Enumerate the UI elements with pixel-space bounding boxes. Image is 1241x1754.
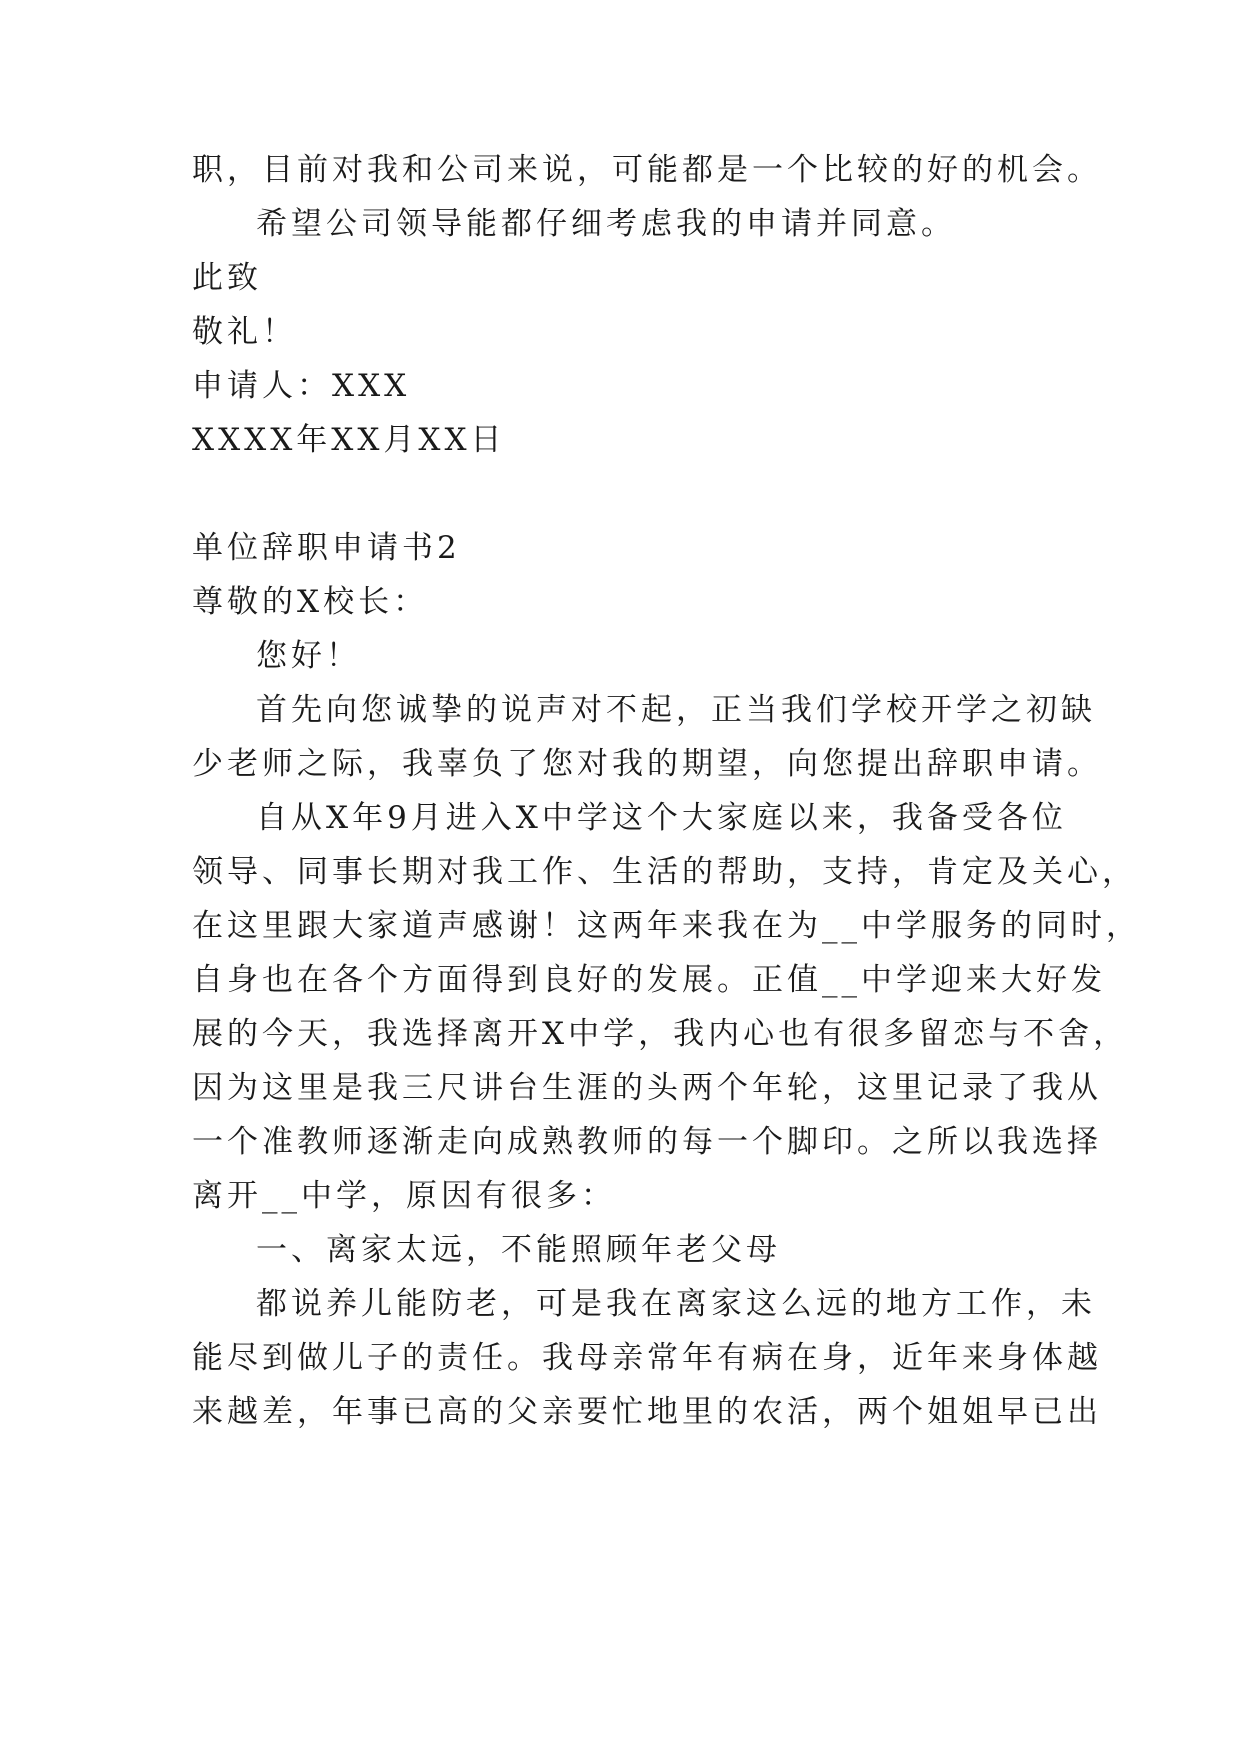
text-line: 希望公司领导能都仔细考虑我的申请并同意。 [256, 206, 956, 242]
applicant-signature: 申请人：XXX [192, 368, 411, 404]
text-line: 首先向您诚挚的说声对不起，正当我们学校开学之初缺 [256, 692, 1096, 728]
section-title: 单位辞职申请书2 [192, 530, 461, 566]
text-line: 在这里跟大家道声感谢！这两年来我在为__中学服务的同时， [192, 908, 1141, 944]
text-line: 您好！ [256, 638, 361, 674]
date-line: XXXX年XX月XX日 [192, 422, 506, 458]
text-line: 自从X年9月进入X中学这个大家庭以来，我备受各位 [256, 800, 1067, 836]
text-line: 自身也在各个方面得到良好的发展。正值__中学迎来大好发 [192, 962, 1106, 998]
text-line: 都说养儿能防老，可是我在离家这么远的地方工作，未 [256, 1286, 1096, 1322]
closing-salutation: 此致 [192, 260, 262, 296]
subheading: 一、离家太远，不能照顾年老父母 [256, 1232, 781, 1268]
text-line: 离开__中学，原因有很多： [192, 1178, 616, 1214]
text-line: 职，目前对我和公司来说，可能都是一个比较的好的机会。 [192, 152, 1102, 188]
text-line: 展的今天，我选择离开X中学，我内心也有很多留恋与不舍， [192, 1016, 1129, 1052]
text-line: 来越差，年事已高的父亲要忙地里的农活，两个姐姐早已出 [192, 1394, 1102, 1430]
greeting: 尊敬的X校长： [192, 584, 429, 620]
text-line: 少老师之际，我辜负了您对我的期望，向您提出辞职申请。 [192, 746, 1102, 782]
text-line: 一个准教师逐渐走向成熟教师的每一个脚印。之所以我选择 [192, 1124, 1102, 1160]
closing-respect: 敬礼！ [192, 314, 297, 350]
text-line: 因为这里是我三尺讲台生涯的头两个年轮，这里记录了我从 [192, 1070, 1102, 1106]
text-line: 能尽到做儿子的责任。我母亲常年有病在身，近年来身体越 [192, 1340, 1102, 1376]
text-line: 领导、同事长期对我工作、生活的帮助，支持，肯定及关心， [192, 854, 1137, 890]
